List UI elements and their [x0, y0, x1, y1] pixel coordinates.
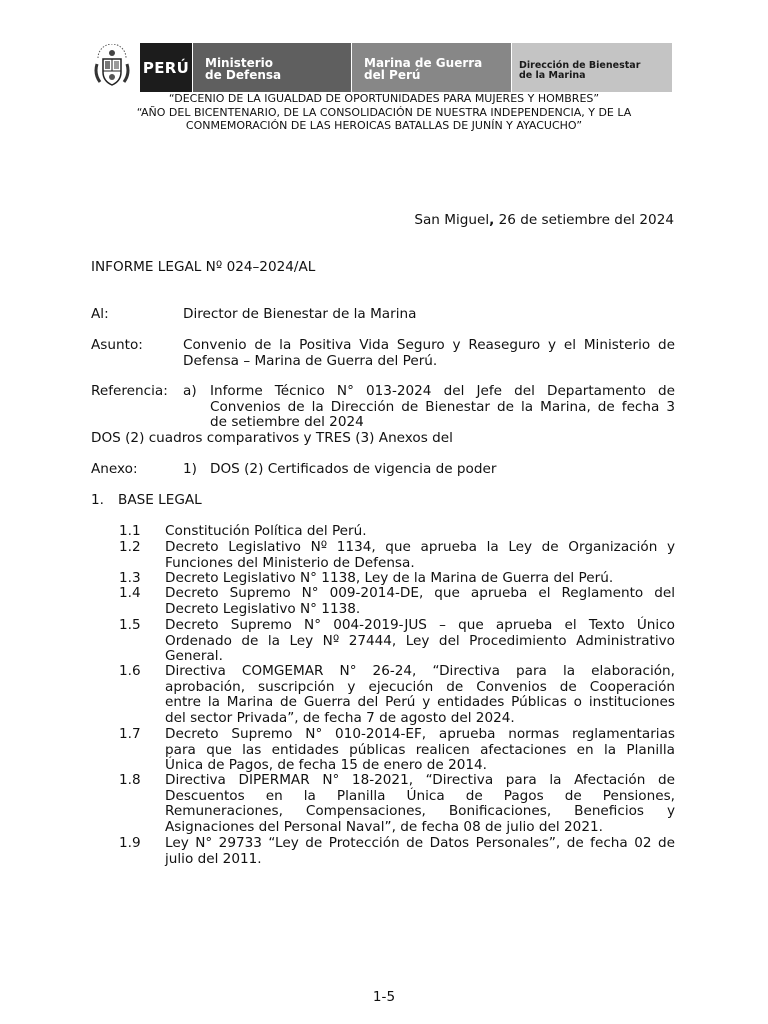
- legal-item-number: 1.1: [119, 523, 141, 539]
- legal-item-line: Ordenado de la Ley Nº 27444, Ley del Procedimiento Administrativo: [165, 632, 675, 649]
- legal-item-number: 1.8: [119, 772, 141, 788]
- legal-item-line: Descuentos en la Planilla Única de Pagos de Pensiones,: [165, 787, 675, 804]
- legal-item-line: Directiva DIPERMAR N° 18-2021, “Directiva para la Afectación de: [165, 772, 675, 788]
- legal-item-line: Decreto Supremo N° 009-2014-DE, que aprueba el Reglamento del: [165, 585, 675, 601]
- legal-item-number: 1.3: [119, 570, 141, 586]
- legal-item-line: aprobación, suscripción y ejecución de Convenios de Cooperación: [165, 678, 675, 695]
- legal-item-number: 1.4: [119, 585, 141, 601]
- anexo-value: DOS (2) Certificados de vigencia de poder: [210, 461, 497, 477]
- page-number: 1-5: [372, 989, 396, 1005]
- legal-item-line: Única de Pagos, de fecha 15 de enero de 2014.: [165, 757, 488, 773]
- peru-brand-label: PERÚ: [140, 43, 192, 92]
- asunto-label: Asunto:: [91, 337, 143, 353]
- anexo-item-number: 1): [183, 461, 197, 477]
- legal-item-line: Constitución Política del Perú.: [165, 523, 367, 539]
- referencia-line: Convenios de la Dirección de Bienestar de la Marina, de fecha 3: [210, 398, 675, 415]
- asunto-line: Convenio de la Positiva Vida Seguro y Reaseguro y el Ministerio de: [183, 337, 675, 353]
- official-motto: “DECENIO DE LA IGUALDAD DE OPORTUNIDADES PARA MUJERES Y HOMBRES” “AÑO DEL BICENTENARIO, DE LA CONSOLIDACIÓN DE NUESTRA INDEPENDENCIA, Y DE LA CONMEMORACIÓN DE LAS HEROICAS BATALLAS DE JUNÍN Y AYACUCHO”: [136, 92, 632, 132]
- asunto-line: Defensa – Marina de Guerra del Perú.: [183, 352, 438, 369]
- legal-item-line: Decreto Legislativo Nº 1134, que aprueba la Ley de Organización y: [165, 539, 675, 555]
- coat-of-arms-icon: [94, 44, 130, 90]
- legal-item-line: Directiva COMGEMAR N° 26-24, “Directiva para la elaboración,: [165, 663, 675, 679]
- document-date: San Miguel, 26 de setiembre del 2024: [414, 212, 674, 228]
- ministerio-defensa-brand: Ministerio de Defensa: [193, 43, 351, 92]
- direccion-bienestar-brand: Dirección de Bienestar de la Marina: [512, 43, 672, 92]
- legal-item-line: Decreto Supremo N° 010-2014-EF, aprueba normas reglamentarias: [165, 726, 675, 742]
- al-value: Director de Bienestar de la Marina: [183, 306, 417, 322]
- legal-item-line: General.: [165, 648, 223, 664]
- section-title: BASE LEGAL: [118, 492, 202, 508]
- section-number: 1.: [91, 492, 104, 508]
- anexo-label: Anexo:: [91, 461, 138, 477]
- legal-item-line: Funciones del Ministerio de Defensa.: [165, 554, 415, 571]
- legal-item-number: 1.7: [119, 726, 141, 742]
- legal-item-line: Decreto Supremo N° 004-2019-JUS – que aprueba el Texto Único: [165, 617, 675, 633]
- referencia-line: de setiembre del 2024: [210, 414, 364, 430]
- marina-guerra-brand: Marina de Guerra del Perú: [352, 43, 511, 92]
- legal-item-number: 1.9: [119, 835, 141, 851]
- legal-item-line: entre la Marina de Guerra del Perú y entidades Públicas o instituciones: [165, 694, 675, 710]
- legal-item-line: julio del 2011.: [165, 850, 262, 867]
- legal-item-line: Decreto Legislativo N° 1138.: [165, 600, 361, 617]
- referencia-label: Referencia:: [91, 383, 168, 399]
- legal-item-line: para que las entidades públicas realicen afectaciones en la Planilla: [165, 741, 675, 758]
- al-label: Al:: [91, 306, 109, 322]
- legal-item-number: 1.5: [119, 617, 141, 633]
- legal-item-line: Decreto Legislativo N° 1138, Ley de la Marina de Guerra del Perú.: [165, 570, 614, 586]
- legal-item-number: 1.2: [119, 539, 141, 555]
- referencia-extra: DOS (2) cuadros comparativos y TRES (3) Anexos del: [91, 430, 453, 446]
- referencia-item-number: a): [183, 383, 197, 399]
- legal-item-line: del sector Privada”, de fecha 7 de agosto del 2024.: [165, 709, 515, 726]
- legal-item-number: 1.6: [119, 663, 141, 679]
- legal-item-line: Ley N° 29733 “Ley de Protección de Datos Personales”, de fecha 02 de: [165, 835, 675, 851]
- report-title: INFORME LEGAL Nº 024–2024/AL: [91, 259, 316, 275]
- legal-item-line: Asignaciones del Personal Naval”, de fecha 08 de julio del 2021.: [165, 818, 603, 835]
- legal-item-line: Remuneraciones, Compensaciones, Bonificaciones, Beneficios y: [165, 803, 675, 819]
- referencia-line: Informe Técnico N° 013-2024 del Jefe del Departamento de: [210, 383, 675, 399]
